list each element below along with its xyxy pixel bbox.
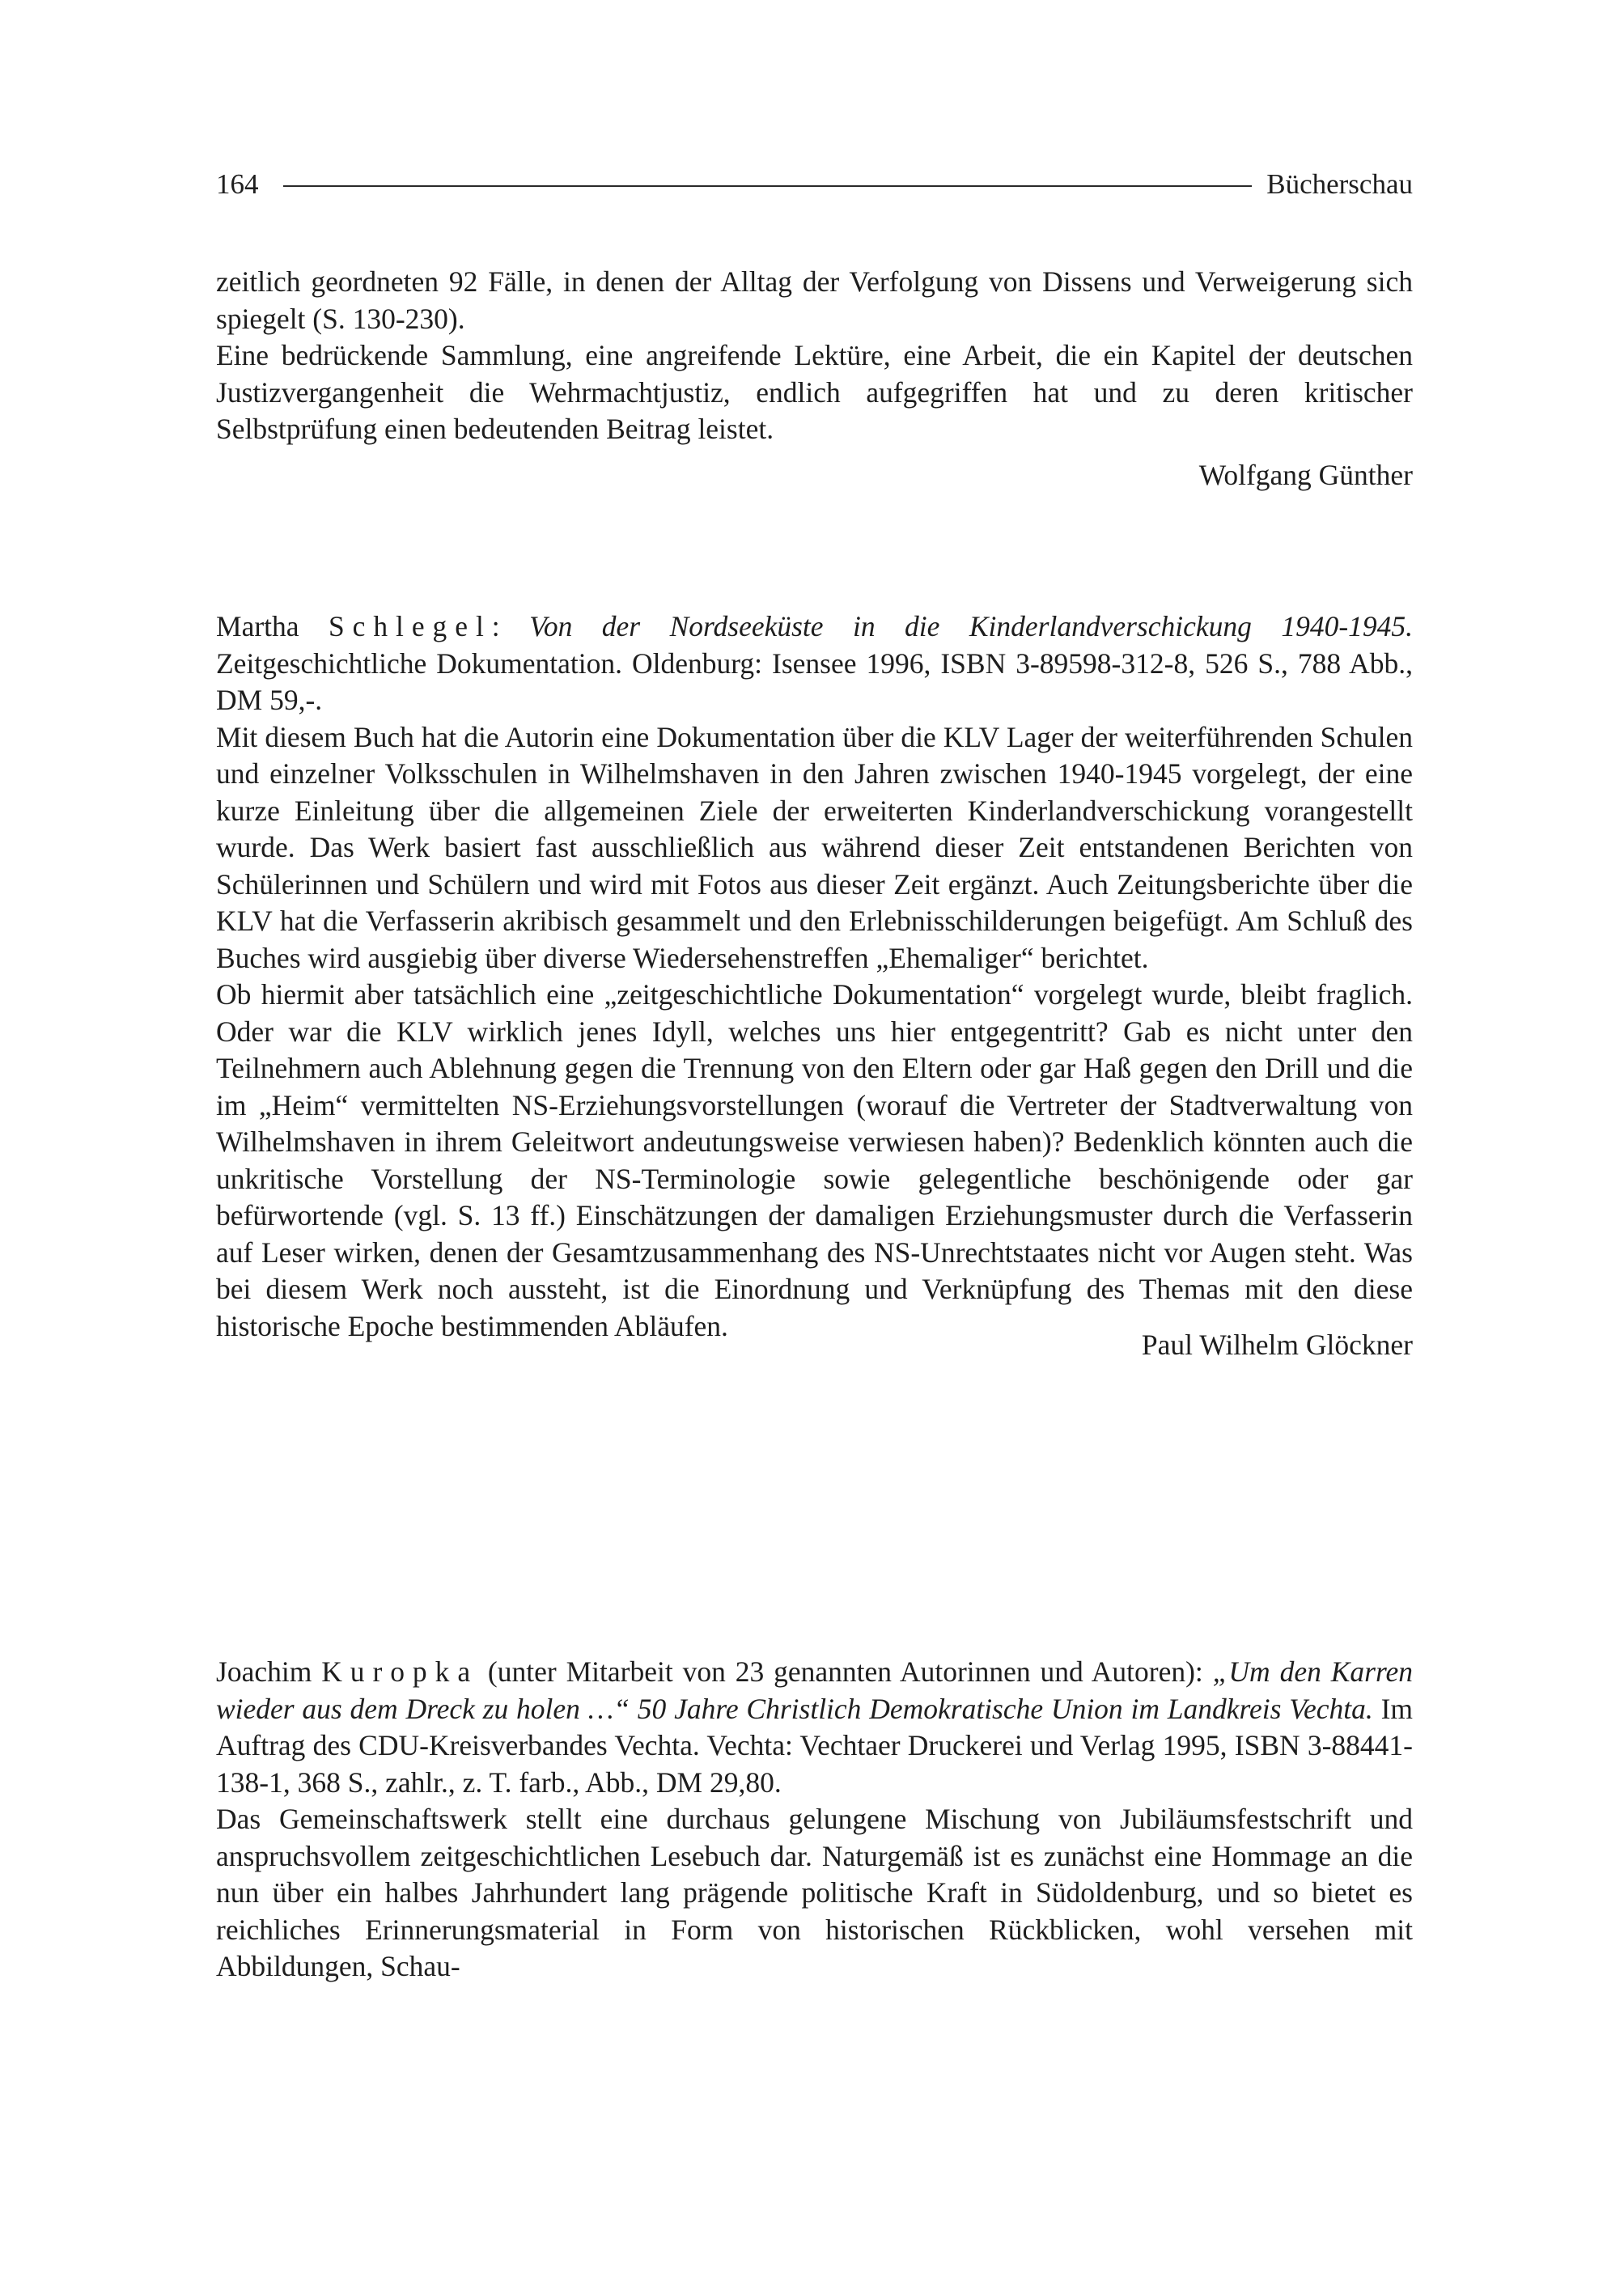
review-1-paragraph: Eine bedrückende Sammlung, eine angreifende Lektüre, eine Arbeit, die ein Kapitel der deutschen Justizvergangenheit die Wehrmachtjustiz, endlich aufgegriffen hat und zu deren kritischer Selbstprüfung einen bedeutenden Beitrag leistet.: [216, 339, 1413, 445]
review-2-citation: [216, 608, 1413, 719]
review-3-paragraph-1: Das Gemeinschaftswerk stellt eine durchaus gelungene Mischung von Jubiläumsfestschrift und anspruchsvollem zeitgeschichtlichen Lesebuch dar. Naturgemäß ist es zunächst eine Hommage an die nun über ein halbes Jahrhundert lang prägende politische Kraft in Südoldenburg, und so bietet es reichliches Erinnerungsmaterial in Form von historischen Rückblicken, wohl versehen mit Abbildungen, Schau-: [216, 1803, 1413, 1982]
review-1: [216, 264, 1413, 494]
review-3-author-last: Kuropka: [321, 1655, 479, 1688]
review-2-paragraph-2: Ob hiermit aber tatsächlich eine „zeitgeschichtliche Dokumentation“ vorgelegt wurde, bleibt fraglich. Oder war die KLV wirklich jenes Idyll, welches uns hier entgegentritt? Gab es nicht unter den Teilnehmern auch Ablehnung gegen die Trennung von den Eltern oder gar Haß gegen den Drill und die im „Heim“ vermittelten NS-Erziehungsvorstellungen (worauf die Vertreter der Stadtverwaltung von Wilhelmshaven in ihrem Geleitwort andeutungsweise verwiesen haben)? Bedenklich könnten auch die unkritische Vorstellung der NS-Terminologie sowie gelegentliche beschönigende oder gar befürwortende (vgl. S. 13 ff.) Einschätzungen der damaligen Erziehungsmuster durch die Verfasserin auf Leser wirken, denen der Gesamtzusammenhang des NS-Unrechtstaates nicht vor Augen steht. Was bei diesem Werk noch aussteht, ist die Einordnung und Verknüpfung des Themas mit den diese historische Epoche bestimmenden Abläufen.: [216, 978, 1413, 1342]
review-2-paragraph-1: Mit diesem Buch hat die Autorin eine Dokumentation über die KLV Lager der weiterführenden Schulen und einzelner Volksschulen in Wilhelmshaven in den Jahren zwischen 1940-1945 vorgelegt, der eine kurze Einleitung über die allgemeinen Ziele der erweiterten Kinderlandverschickung vorangestellt wurde. Das Werk basiert fast ausschließlich aus während dieser Zeit entstandenen Berichten von Schülerinnen und Schülern und wird mit Fotos aus dieser Zeit ergänzt. Auch Zeitungsberichte über die KLV hat die Verfasserin akribisch gesammelt und den Erlebnisschilderungen beigefügt. Am Schluß des Buches wird ausgiebig über diverse Wiedersehenstreffen „Ehemaliger“ berichtet.: [216, 720, 1413, 974]
review-3-bib: Im Auftrag des CDU-Kreisverbandes Vechta. Vechta: Vechtaer Druckerei und Verlag 1995, ISBN 3-88441-138-1, 368 S., zahlr., z. T. farb., Abb., DM 29,80.: [216, 1692, 1413, 1799]
review-2-author-last: Schlegel: [328, 610, 492, 642]
running-head: [216, 165, 1413, 204]
review-2-title: Von der Nordseeküste in die Kinderlandverschickung 1940-1945.: [529, 610, 1414, 642]
review-1-reviewer: Wolfgang Günther: [1198, 458, 1413, 491]
review-3-contributors: (unter Mitarbeit von 23 genannten Autorinnen und Autoren):: [478, 1655, 1203, 1688]
header-rule: [283, 185, 1253, 187]
page-number: 164: [216, 168, 259, 200]
review-3-citation: [216, 1654, 1413, 1801]
review-2-colon: :: [491, 610, 500, 642]
review-3-title: „Um den Karren wieder aus dem Dreck zu holen …“ 50 Jahre Christlich Demokratische Union im Landkreis Vechta.: [216, 1655, 1413, 1725]
section-title: Bücherschau: [1266, 168, 1413, 200]
review-2-author-first: Martha: [216, 610, 299, 642]
review-2-reviewer: Paul Wilhelm Glöckner: [1141, 1329, 1413, 1361]
book-page: [216, 0, 1413, 2293]
review-3-author-first: Joachim: [216, 1655, 312, 1688]
review-2: [216, 608, 1413, 1364]
review-3: [216, 1654, 1413, 1986]
review-2-bib: Zeitgeschichtliche Dokumentation. Oldenburg: Isensee 1996, ISBN 3-89598-312-8, 526 S., 788 Abb., DM 59,-.: [216, 646, 1413, 716]
review-1-continuation: zeitlich geordneten 92 Fälle, in denen der Alltag der Verfolgung von Dissens und Verweigerung sich spiegelt (S. 130-230).: [216, 265, 1413, 335]
